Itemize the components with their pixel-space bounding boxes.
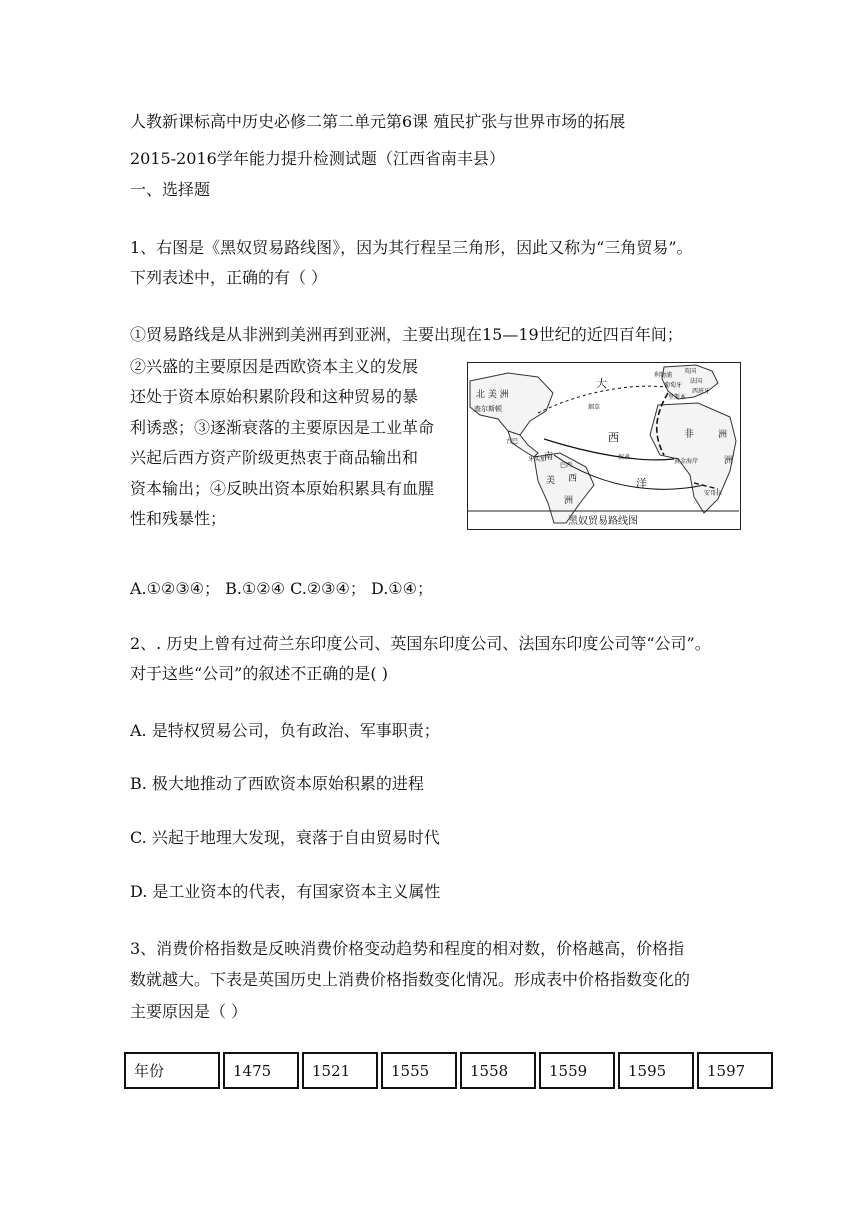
label-south-3: 西 — [568, 474, 578, 484]
table-cell: 1555 — [381, 1052, 457, 1089]
q2-option-b: B. 极大地推动了西欧资本原始积累的进程 — [130, 774, 424, 793]
label-ocean-2: 西 — [608, 431, 619, 444]
slave-trade-route-map — [467, 362, 741, 530]
table-cell: 1558 — [460, 1052, 536, 1089]
table-cell: 1597 — [697, 1052, 773, 1089]
q1-statement-line-1: ①贸易路线是从非洲到美洲再到亚洲，主要出现在15—19世纪的近四百年间； — [130, 325, 683, 344]
label-north-america: 北 美 洲 — [476, 390, 509, 400]
label-england: 英国 — [684, 368, 697, 375]
label-cuba: 古巴 — [506, 438, 519, 445]
q1-statement-line-5: 兴起后西方资产阶级更热衷于商品输出和 — [130, 448, 419, 467]
label-south-2: 美 — [546, 476, 556, 486]
q2-stem-line-1: 2、. 历史上曾有过荷兰东印度公司、英国东印度公司、法国东印度公司等“公司”。 — [130, 634, 711, 653]
label-gold-coast: 黄金海岸 — [674, 458, 699, 465]
q1-statement-line-7: 性和残暴性； — [130, 509, 227, 528]
table-header-cell: 年份 — [124, 1052, 220, 1089]
north-america-shape — [470, 373, 553, 435]
q1-statement-line-6: 资本输出；④反映出资本原始积累具有血腥 — [130, 479, 435, 498]
label-france: 法国 — [690, 378, 703, 385]
q2-stem-line-2: 对于这些“公司”的叙述不正确的是( ) — [130, 664, 388, 683]
cpi-table — [121, 1052, 776, 1089]
label-charleston: 查尔斯顿 — [474, 405, 502, 413]
label-africa-1: 非 — [684, 429, 694, 440]
q2-option-a: A. 是特权贸易公司，负有政治、军事职责； — [130, 721, 440, 740]
label-portugal: 葡萄牙 — [664, 382, 683, 389]
page-title-line-1: 人教新课标高中历史必修二第二单元第6课 殖民扩张与世界市场的拓展 — [130, 112, 626, 131]
label-route-2: 奴隶 — [618, 454, 631, 461]
label-africa-2: 洲 — [718, 430, 728, 440]
q3-stem-line-1: 3、消费价格指数是反映消费价格变动趋势和程度的相对数，价格越高，价格指 — [130, 939, 685, 958]
q3-stem-line-2: 数就越大。下表是英国历史上消费价格指数变化情况。形成表中价格指数变化的 — [130, 970, 691, 989]
q2-option-d: D. 是工业资本的代表，有国家资本主义属性 — [130, 882, 441, 901]
q1-options: A.①②③④； B.①②④ C.②③④； D.①④； — [130, 579, 433, 598]
q1-stem-line-2: 下列表述中，正确的有（ ） — [130, 268, 328, 287]
page-title-line-2: 2015-2016学年能力提升检测试题（江西省南丰县） — [130, 149, 505, 168]
label-brazil: 巴西 — [560, 462, 573, 469]
label-ocean-3: 洋 — [636, 477, 647, 490]
table-row — [124, 1052, 773, 1089]
section-heading: 一、选择题 — [130, 180, 211, 199]
q1-statement-line-4: 利诱惑；③逐渐衰落的主要原因是工业革命 — [130, 418, 435, 437]
q3-stem-line-3: 主要原因是（ ） — [130, 1002, 248, 1021]
q1-statement-line-2: ②兴盛的主要原因是西欧资本主义的发展 — [130, 357, 419, 376]
label-spain: 西班牙 — [692, 388, 711, 395]
q1-statement-line-3: 还处于资本原始积累阶段和这种贸易的暴 — [130, 387, 419, 406]
label-lisbon: 里斯本 — [668, 394, 687, 401]
map-caption: 黑奴贸易路线图 — [568, 516, 638, 527]
table-cell: 1475 — [223, 1052, 299, 1089]
label-africa-3: 洲 — [724, 456, 734, 466]
label-liverpool: 利物浦 — [654, 372, 673, 379]
q1-stem-line-1: 1、右图是《黑奴贸易路线图》，因为其行程呈三角形，因此又称为“三角贸易”。 — [130, 238, 693, 257]
table-cell: 1521 — [302, 1052, 378, 1089]
route-america-to-europe — [538, 386, 666, 413]
label-south-1: 南 — [544, 452, 554, 462]
label-route-1: 烟草 — [588, 404, 601, 411]
label-angola: 安哥拉 — [704, 490, 723, 497]
table-cell: 1559 — [539, 1052, 615, 1089]
label-south-4: 洲 — [564, 496, 574, 506]
q2-option-c: C. 兴起于地理大发现，衰落于自由贸易时代 — [130, 828, 440, 847]
label-jamaica: 牙买加 — [528, 456, 547, 463]
label-ocean-1: 大 — [596, 377, 607, 390]
table-cell: 1595 — [618, 1052, 694, 1089]
